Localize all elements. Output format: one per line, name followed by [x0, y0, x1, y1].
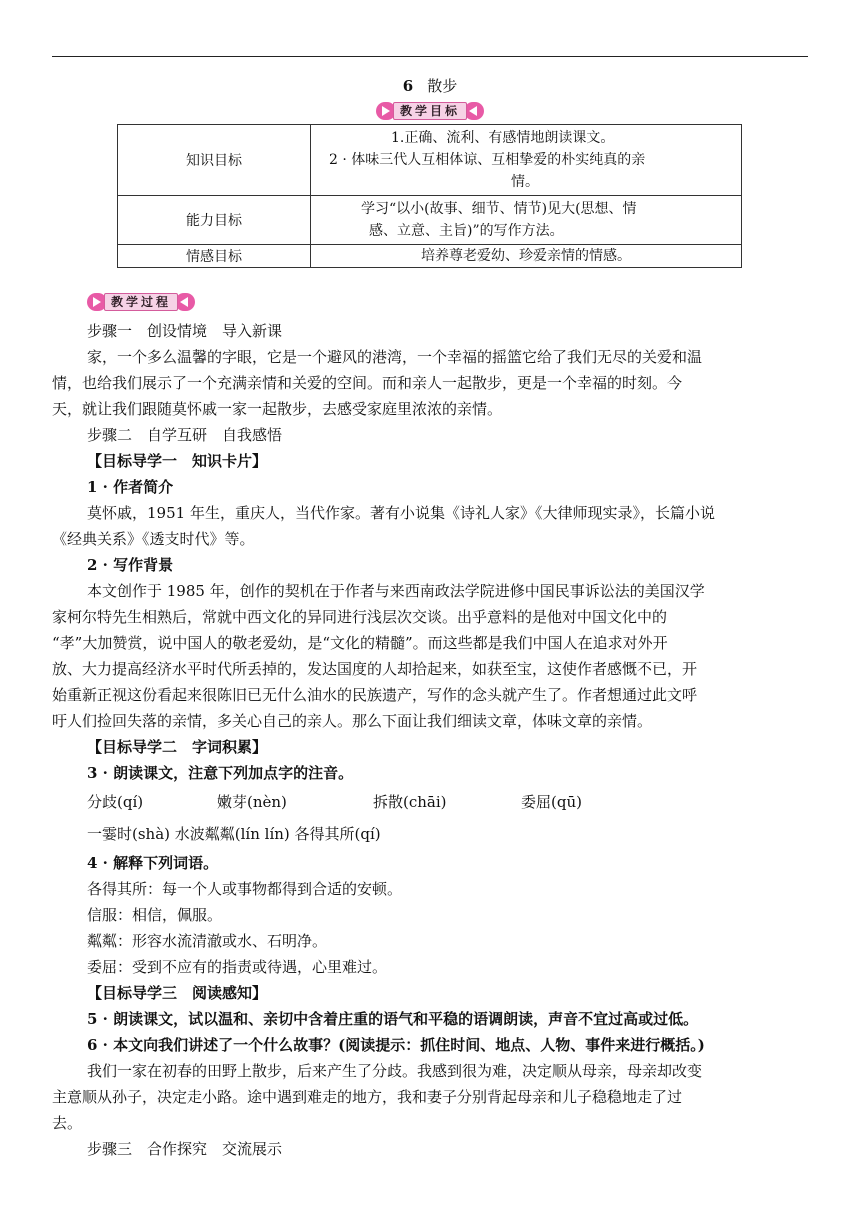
goal-line: 2 · 体味三代人互相体谅、互相挚爱的朴实纯真的亲: [329, 152, 646, 168]
step-heading: 步骤三 合作探究 交流展示: [87, 1140, 283, 1158]
lesson-name: 散步: [427, 77, 458, 95]
paragraph-line: 家，一个多么温馨的字眼，它是一个避风的港湾，一个幸福的摇篮它给了我们无尽的关爱和温: [87, 348, 703, 366]
process-badge: [87, 292, 195, 312]
paragraph-line: 本文创作于 1985 年，创作的契机在于作者与来西南政法学院进修中国民事诉讼法的美国汉学: [87, 582, 705, 600]
left-arrow-icon: [464, 102, 484, 120]
lesson-body: [52, 318, 809, 1162]
paragraph-line: 我们一家在初春的田野上散步，后来产生了分歧。我感到很为难，决定顺从母亲，母亲却改变: [87, 1062, 703, 1080]
table-row: [118, 245, 742, 268]
lesson-title: [0, 75, 860, 96]
subsection-heading: 2 · 写作背景: [87, 556, 174, 574]
goal-line: 1.正确、流利、有感情地朗读课文。: [391, 130, 615, 146]
header-rule: [52, 56, 808, 57]
paragraph-line: 《经典关系》《透支时代》等。: [52, 530, 255, 548]
goal-line: 感、立意、主旨)”的写作方法。: [369, 223, 564, 239]
goals-badge-label: 教学目标: [393, 102, 467, 120]
paragraph-line: 莫怀戚，1951 年生，重庆人，当代作家。著有小说集《诗礼人家》《大律师现实录》，长篇小说: [87, 504, 715, 522]
definition-line: 信服：相信，佩服。: [87, 906, 223, 924]
pinyin-item: 嫩芽(nèn): [217, 793, 287, 811]
paragraph-line: 始重新正视这份看起来很陈旧已无什么油水的民族遗产，写作的念头就产生了。作者想通过此文呼: [52, 686, 698, 704]
subsection-heading: 3 · 朗读课文，注意下列加点字的注音。: [87, 764, 354, 782]
paragraph-line: “孝”大加赞赏，说中国人的敬老爱幼，是“文化的精髓”。而这些都是我们中国人在追求对外开: [52, 634, 668, 652]
goal-line: 培养尊老爱幼、珍爱亲情的情感。: [421, 248, 631, 264]
pinyin-item: 拆散(chāi): [373, 793, 447, 811]
subsection-heading: 5 · 朗读课文，试以温和、亲切中含着庄重的语气和平稳的语调朗读，声音不宜过高或过低。: [87, 1010, 699, 1028]
definition-line: 各得其所：每一个人或事物都得到合适的安顿。: [87, 880, 403, 898]
goal-heading: 能力目标: [118, 196, 311, 245]
goal-line: 情。: [511, 174, 539, 190]
left-arrow-icon: [175, 293, 195, 311]
paragraph-line: 家柯尔特先生相熟后，常就中西文化的异同进行浅层次交谈。出乎意料的是他对中国文化中的: [52, 608, 668, 626]
subsection-heading: 6 · 本文向我们讲述了一个什么故事？(阅读提示：抓住时间、地点、人物、事件来进行概括。): [87, 1036, 705, 1054]
goal-heading: 情感目标: [118, 245, 311, 268]
section-heading: 【目标导学三 阅读感知】: [87, 984, 268, 1002]
section-heading: 【目标导学一 知识卡片】: [87, 452, 268, 470]
step-heading: 步骤一 创设情境 导入新课: [87, 322, 283, 340]
pinyin-row: 一霎时(shà) 水波粼粼(lín lín) 各得其所(qí): [87, 825, 381, 843]
paragraph-line: 主意顺从孙子，决定走小路。途中遇到难走的地方，我和妻子分别背起母亲和儿子稳稳地走了过: [52, 1088, 683, 1106]
subsection-heading: 1 · 作者简介: [87, 478, 174, 496]
process-badge-label: 教学过程: [104, 293, 178, 311]
table-row: [118, 196, 742, 245]
goal-content: [311, 196, 742, 245]
pinyin-item: 委屈(qū): [521, 793, 582, 811]
step-heading: 步骤二 自学互研 自我感悟: [87, 426, 283, 444]
definition-line: 委屈：受到不应有的指责或待遇，心里难过。: [87, 958, 388, 976]
paragraph-line: 去。: [52, 1114, 83, 1132]
goal-content: [311, 245, 742, 268]
pinyin-item: 分歧(qí): [87, 793, 144, 811]
goals-badge: [376, 101, 484, 121]
paragraph-line: 天，就让我们跟随莫怀戚一家一起散步，去感受家庭里浓浓的亲情。: [52, 400, 503, 418]
table-row: [118, 125, 742, 196]
goal-content: [311, 125, 742, 196]
lesson-number: 6: [402, 77, 414, 95]
paragraph-line: 放、大力提高经济水平时代所丢掉的，发达国度的人却拾起来，如获至宝，这使作者感慨不已，开: [52, 660, 698, 678]
goal-heading: 知识目标: [118, 125, 311, 196]
section-heading: 【目标导学二 字词积累】: [87, 738, 268, 756]
paragraph-line: 吁人们捡回失落的亲情，多关心自己的亲人。那么下面让我们细读文章，体味文章的亲情。: [52, 712, 653, 730]
paragraph-line: 情，也给我们展示了一个充满亲情和关爱的空间。而和亲人一起散步，更是一个幸福的时刻。今: [52, 374, 683, 392]
subsection-heading: 4 · 解释下列词语。: [87, 854, 219, 872]
pinyin-row: [87, 786, 809, 818]
goal-line: 学习“以小(故事、细节、情节)见大(思想、情: [361, 201, 637, 217]
goals-table: [117, 124, 742, 268]
definition-line: 粼粼：形容水流清澈或水、石明净。: [87, 932, 328, 950]
